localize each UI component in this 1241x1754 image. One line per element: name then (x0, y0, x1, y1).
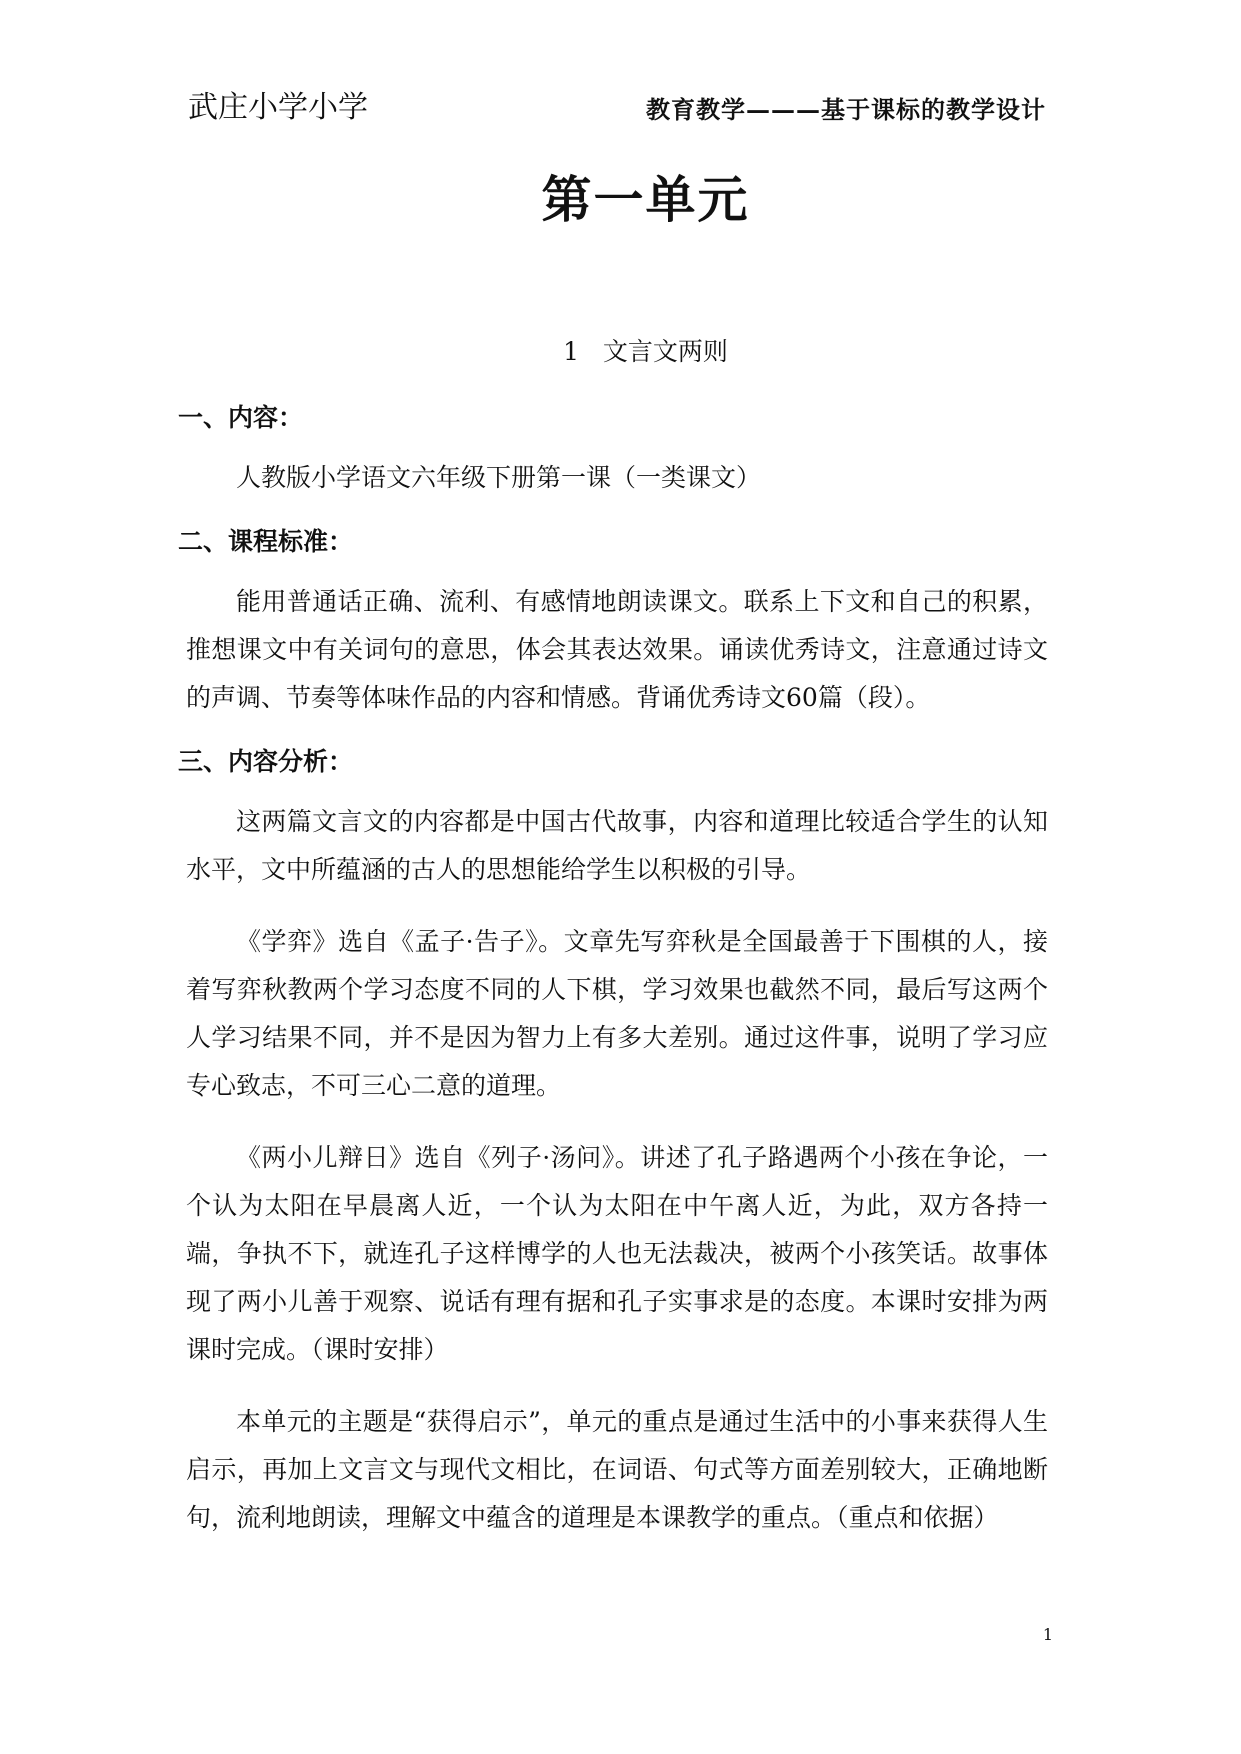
analysis-paragraph-liangxiaoer: 《两小儿辩日》选自《列子·汤问》。讲述了孔子路遇两个小孩在争论，一个认为太阳在早晨离人近，一个认为太阳在中午离人近，为此，双方各持一端，争执不下，就连孔子这样博学的人也无法裁决，被两个小孩笑话。故事体现了两小儿善于观察、说话有理有据和孔子实事求是的态度。本课时安排为两课时完成。（课时安排） (186, 1143, 1048, 1364)
page-number: 1 (1042, 1625, 1053, 1644)
analysis-paragraph-unit-focus: 本单元的主题是“获得启示”，单元的重点是通过生活中的小事来获得人生启示，再加上文言文与现代文相比，在词语、句式等方面差别较大，正确地断句，流利地朗读，理解文中蕴含的道理是本课教学的重点。（重点和依据） (186, 1407, 1048, 1532)
header-document-series: 教育教学———基于课标的教学设计 (646, 95, 1046, 124)
curriculum-standard-paragraph: 能用普通话正确、流利、有感情地朗读课文。联系上下文和自己的积累，推想课文中有关词句的意思，体会其表达效果。诵读优秀诗文，注意通过诗文的声调、节奏等体味作品的内容和情感。背诵优秀诗文60篇（段）。 (186, 587, 1048, 712)
lesson-title: 1 文言文两则 (563, 337, 728, 366)
section-heading-content-analysis: 三、内容分析： (178, 747, 354, 776)
analysis-paragraph-xueyi: 《学弈》选自《孟子·告子》。文章先写弈秋是全国最善于下围棋的人，接着写弈秋教两个学习态度不同的人下棋，学习效果也截然不同，最后写这两个人学习结果不同，并不是因为智力上有多大差别。通过这件事，说明了学习应专心致志，不可三心二意的道理。 (186, 927, 1048, 1100)
analysis-paragraph-overview: 这两篇文言文的内容都是中国古代故事，内容和道理比较适合学生的认知水平，文中所蕴涵的古人的思想能给学生以积极的引导。 (186, 807, 1048, 884)
section-heading-content: 一、内容： (178, 403, 304, 432)
content-paragraph: 人教版小学语文六年级下册第一课（一类课文） (236, 463, 762, 492)
document-body (178, 398, 1048, 1542)
unit-title: 第一单元 (541, 170, 750, 229)
header-school-name: 武庄小学小学 (188, 90, 368, 125)
section-heading-curriculum-standard: 二、课程标准： (178, 527, 354, 556)
